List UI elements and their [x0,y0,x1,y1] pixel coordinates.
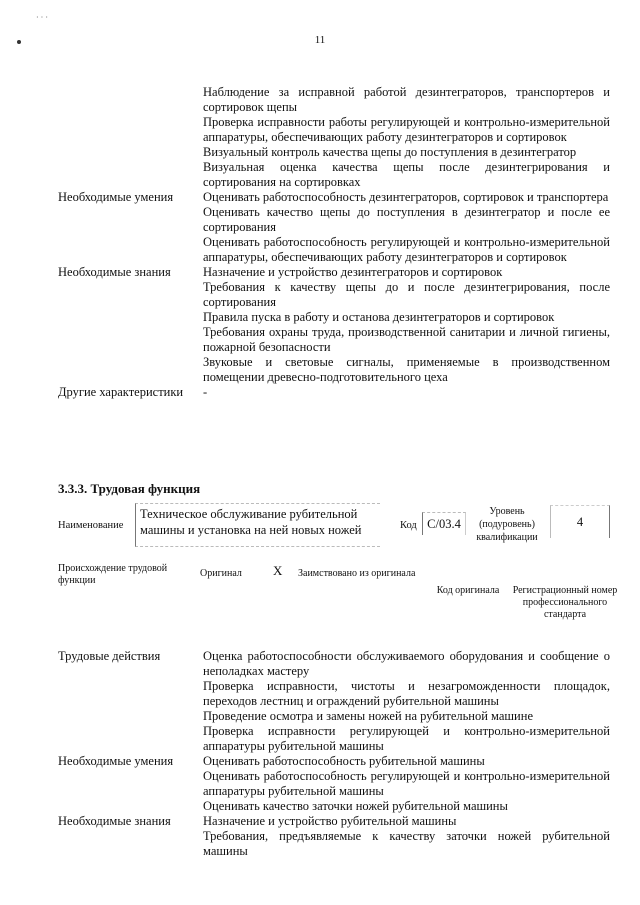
function-title: Техническое обслуживание рубительной машины и установка на ней новых ножей [135,503,380,547]
reg-number-label: Регистрационный номер профессионального стандарта [512,585,618,620]
row-values [203,85,610,190]
row-label: Трудовые действия [58,649,161,663]
list-item: - [203,385,208,399]
row-label: Необходимые знания [58,265,171,279]
list-item: Оценивать качество щепы до поступления в дезинтегратор и после ее сортирования [203,205,610,234]
borrowed-label: Заимствовано из оригинала [298,568,416,579]
table-row [58,814,610,859]
list-item: Правила пуска в работу и останова дезинтеграторов и сортировок [203,310,555,324]
list-item: Назначение и устройство рубительной машины [203,814,457,828]
list-item: Назначение и устройство дезинтеграторов и сортировок [203,265,503,279]
row-label: Другие характеристики [58,385,184,399]
row-label: Необходимые умения [58,190,174,204]
table-row [58,385,610,400]
row-label [58,85,203,190]
list-item: Оценивать работоспособность регулирующей и контрольно-измерительной аппаратуры рубительной машины [203,769,610,798]
requirements-table-2 [58,649,610,859]
row-label: Необходимые умения [58,754,174,768]
name-label: Наименование [58,520,124,531]
table-row [58,85,610,190]
code-label: Код [400,520,417,531]
list-item: Проверка исправности работы регулирующей и контрольно-измерительной аппаратуры, обеспечивающих работу дезинтеграторов и сортировок [203,115,610,144]
list-item: Оценивать работоспособность дезинтеграторов, сортировок и транспортера [203,190,609,204]
requirements-table-1 [58,85,610,400]
list-item: Звуковые и световые сигналы, применяемые в производственном помещении древесно-подготовительного цеха [203,355,610,384]
list-item: Оценивать качество заточки ножей рубительной машины [203,799,508,813]
list-item: Оценивать работоспособность рубительной машины [203,754,485,768]
row-values [203,814,610,859]
level-label: Уровень (подуровень) квалификации [476,506,538,543]
list-item: Оценка работоспособности обслуживаемого оборудования и сообщение о неполадках мастеру [203,649,610,678]
origin-label: Происхождение трудовой функции [58,563,168,586]
list-item: Проверка исправности регулирующей и контрольно-измерительной аппаратуры рубительной машины [203,724,610,753]
corner-mark: · · · [36,13,48,22]
table-row [58,754,610,814]
row-values [203,265,610,385]
function-code: С/03.4 [422,512,466,535]
list-item: Проведение осмотра и замены ножей на рубительной машине [203,709,533,723]
row-label: Необходимые знания [58,814,171,828]
code-original-label: Код оригинала [436,585,500,596]
list-item: Визуальный контроль качества щепы до поступления в дезинтегратор [203,145,577,159]
section-title: 3.3.3. Трудовая функция [58,481,201,496]
page-number: 11 [314,34,326,46]
table-row [58,190,610,265]
list-item: Требования к качеству щепы до и после дезинтегрирования, после сортирования [203,280,610,309]
level-value: 4 [550,505,610,538]
list-item: Оценивать работоспособность регулирующей и контрольно-измерительной аппаратуры, обеспечивающих работу дезинтеграторов и сортировок [203,235,610,264]
row-values [203,754,610,814]
table-row [58,649,610,754]
function-header [58,497,616,549]
list-item: Требования, предъявляемые к качеству заточки ножей рубительной машины [203,829,610,858]
list-item: Визуальная оценка качества щепы после дезинтегрирования и сортирования на сортировках [203,160,610,189]
original-label: Оригинал [200,568,242,579]
row-values [203,649,610,754]
row-values [203,385,610,400]
original-mark: X [273,563,283,578]
list-item: Наблюдение за исправной работой дезинтеграторов, транспортеров и сортировок щепы [203,85,610,114]
list-item: Требования охраны труда, производственной санитарии и личной гигиены, пожарной безопасности [203,325,610,354]
origin-block [58,563,618,643]
table-row [58,265,610,385]
list-item: Проверка исправности, чистоты и незагроможденности площадок, переходов лестниц и ограждений рубительной машины [203,679,610,708]
row-values [203,190,610,265]
